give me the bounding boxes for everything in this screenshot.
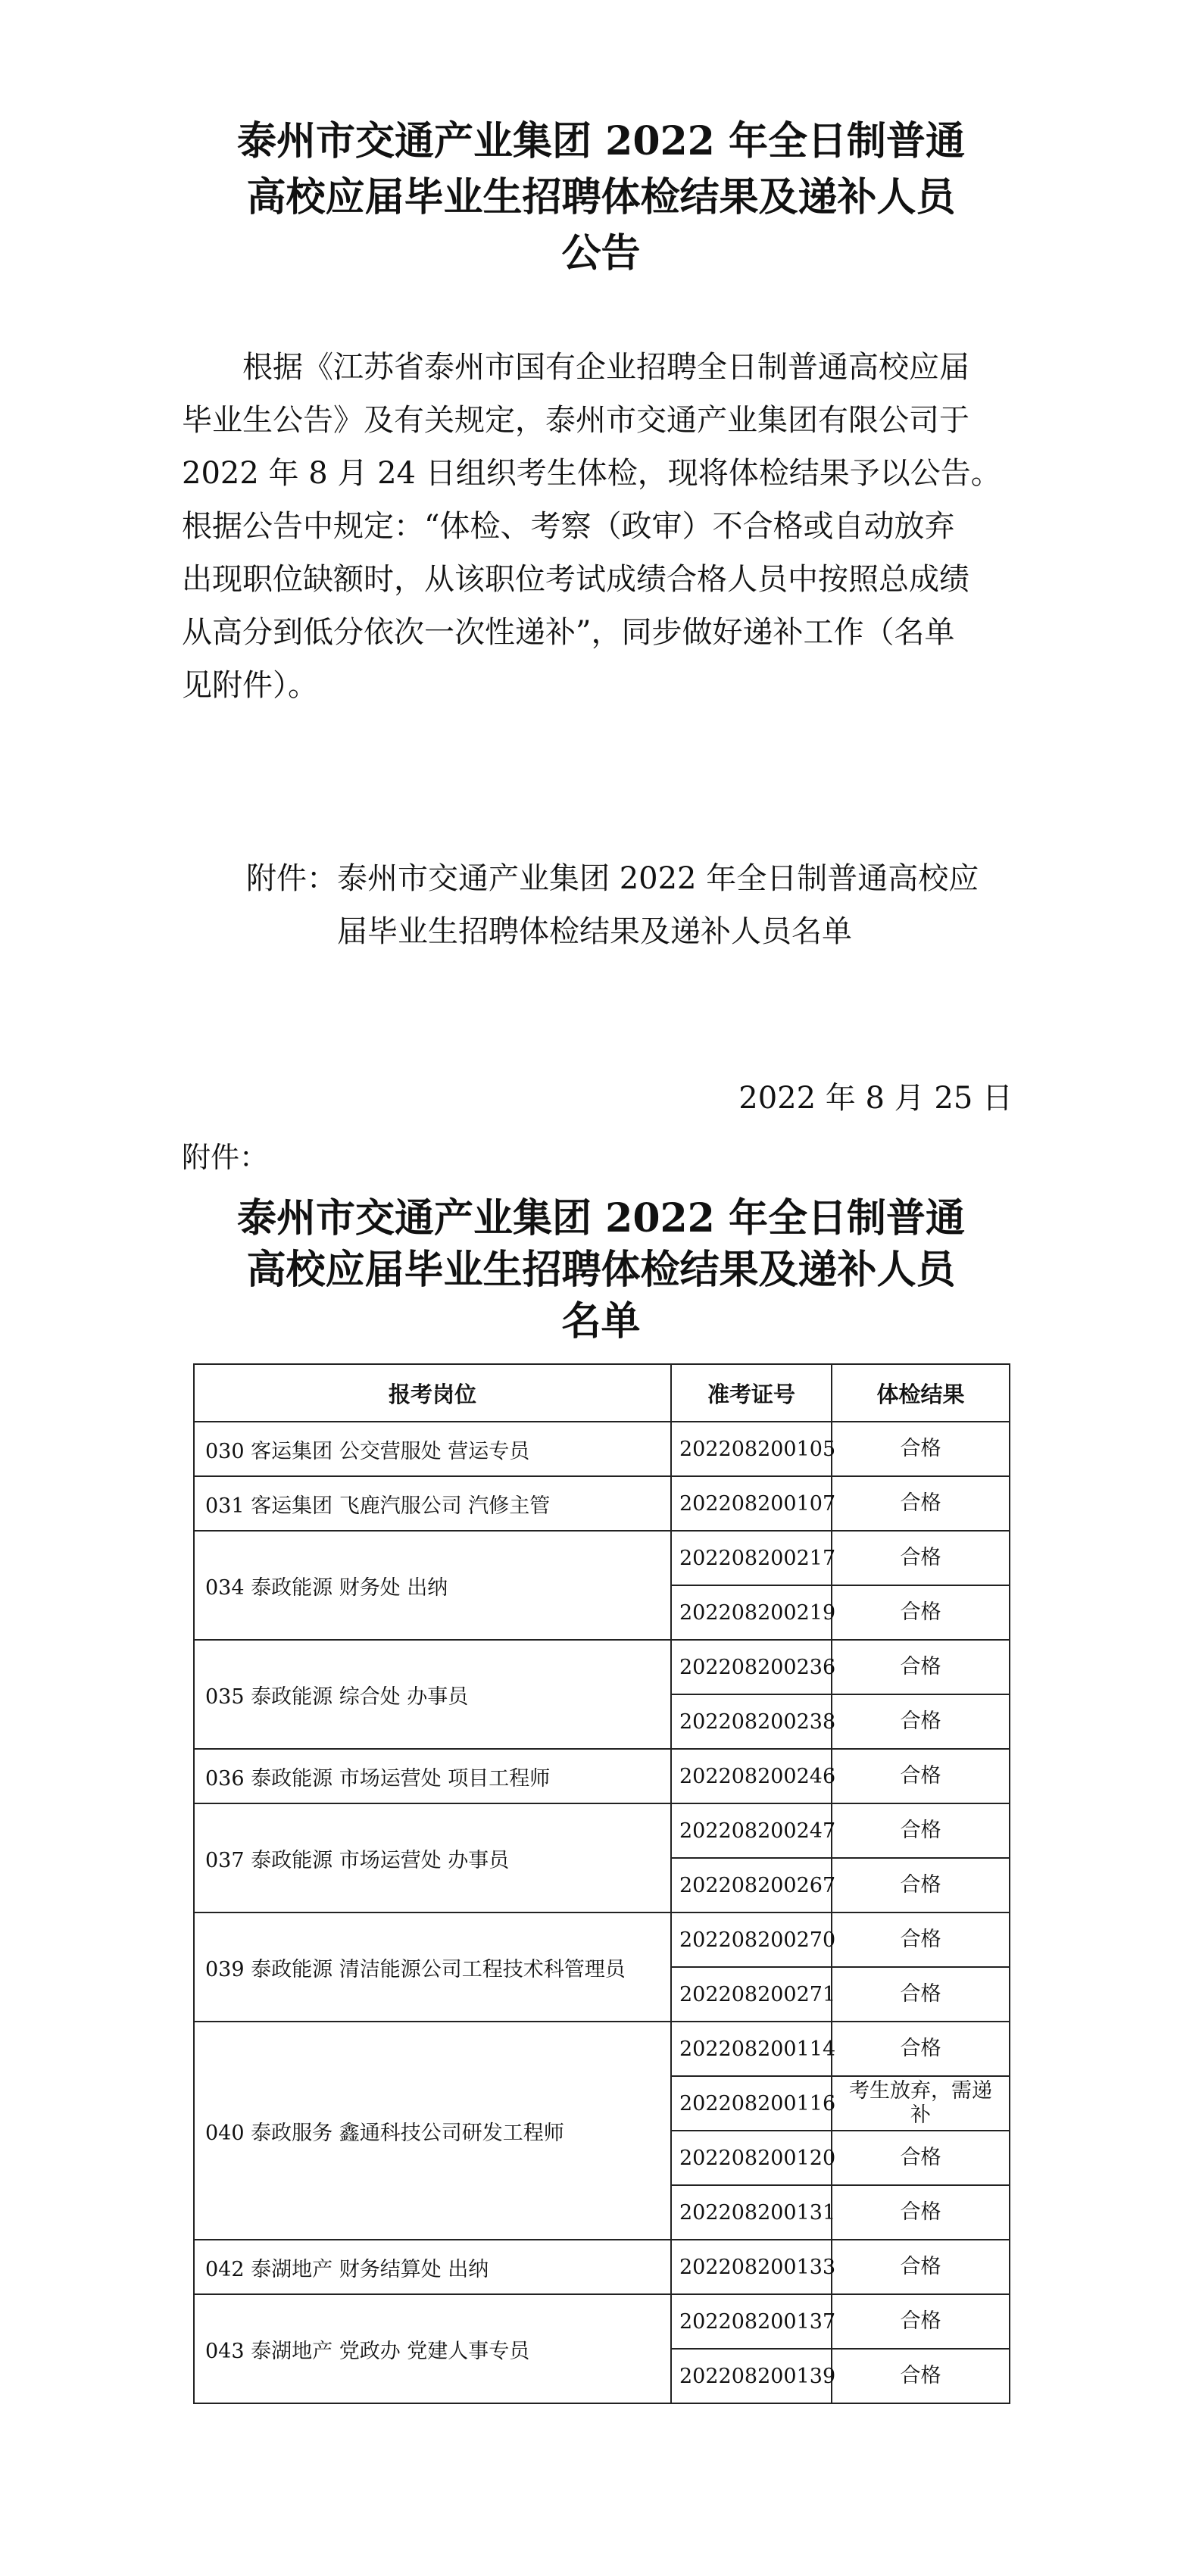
table-row [194,1803,1010,1858]
table-row [194,1476,1010,1531]
exam-number-cell: 202208200246 [671,1749,832,1803]
result-cell: 合格 [832,1694,1010,1749]
post-cell: 035 泰政能源 综合处 办事员 [194,1640,671,1749]
list-title-line: 名单 [561,1298,641,1344]
result-cell: 合格 [832,2185,1010,2240]
exam-number-cell: 202208200267 [671,1858,832,1912]
result-cell: 合格 [832,2294,1010,2349]
announcement-date: 2022 年 8 月 25 日 [738,1081,1013,1116]
exam-number-cell: 202208200133 [671,2240,832,2294]
exam-number-cell: 202208200247 [671,1803,832,1858]
attachment-line: 届毕业生招聘体检结果及递补人员名单 [337,914,852,949]
title-line: 高校应届毕业生招聘体检结果及递补人员 [246,174,956,220]
exam-number-cell: 202208200238 [671,1694,832,1749]
header-post: 报考岗位 [194,1364,671,1422]
list-title [174,1193,1028,1347]
exam-number-cell: 202208200107 [671,1476,832,1531]
result-cell: 合格 [832,1531,1010,1585]
table-row [194,1531,1010,1585]
result-cell: 合格 [832,2240,1010,2294]
body-line: 2022 年 8 月 24 日组织考生体检，现将体检结果予以公告。 [182,456,1001,491]
post-cell: 040 泰政服务 鑫通科技公司研发工程师 [194,2022,671,2240]
result-cell: 考生放弃，需递补 [832,2076,1010,2131]
result-cell: 合格 [832,1967,1010,2022]
result-cell: 合格 [832,2022,1010,2076]
exam-number-cell: 202208200137 [671,2294,832,2349]
exam-number-cell: 202208200271 [671,1967,832,2022]
body-line: 毕业生公告》及有关规定，泰州市交通产业集团有限公司于 [182,403,969,438]
exam-number-cell: 202208200114 [671,2022,832,2076]
body-line: 见附件）。 [182,668,318,703]
results-body [194,1422,1010,2403]
result-cell: 合格 [832,2131,1010,2185]
body-line: 根据公告中规定：“体检、考察（政审）不合格或自动放弃 [182,509,955,544]
body-line: 根据《江苏省泰州市国有企业招聘全日制普通高校应届 [242,350,969,385]
post-cell: 042 泰湖地产 财务结算处 出纳 [194,2240,671,2294]
exam-number-cell: 202208200236 [671,1640,832,1694]
header-result: 体检结果 [832,1364,1010,1422]
result-cell: 合格 [832,1749,1010,1803]
results-table [193,1363,1010,2404]
result-cell: 合格 [832,1422,1010,1476]
list-title-line: 泰州市交通产业集团 2022 年全日制普通 [237,1195,965,1241]
table-row [194,2022,1010,2076]
post-cell: 039 泰政能源 清洁能源公司工程技术科管理员 [194,1912,671,2022]
list-title-line: 高校应届毕业生招聘体检结果及递补人员 [246,1247,956,1293]
body-line: 出现职位缺额时，从该职位考试成绩合格人员中按照总成绩 [182,562,969,597]
title-line: 泰州市交通产业集团 2022 年全日制普通 [237,118,965,164]
title-line: 公告 [561,230,641,276]
result-cell: 合格 [832,1476,1010,1531]
table-row [194,2240,1010,2294]
post-cell: 036 泰政能源 市场运营处 项目工程师 [194,1749,671,1803]
result-cell: 合格 [832,1803,1010,1858]
annex-label: 附件： [182,1141,269,1174]
exam-number-cell: 202208200270 [671,1912,832,1967]
post-cell: 031 客运集团 飞鹿汽服公司 汽修主管 [194,1476,671,1531]
table-row [194,2294,1010,2349]
result-cell: 合格 [832,1585,1010,1640]
announcement-title [174,114,1028,282]
table-row [194,1912,1010,1967]
exam-number-cell: 202208200131 [671,2185,832,2240]
exam-number-cell: 202208200219 [671,1585,832,1640]
exam-number-cell: 202208200116 [671,2076,832,2131]
body-line: 从高分到低分依次一次性递补”，同步做好递补工作（名单 [182,615,955,650]
exam-number-cell: 202208200139 [671,2349,832,2403]
result-cell: 合格 [832,1912,1010,1967]
post-cell: 043 泰湖地产 党政办 党建人事专员 [194,2294,671,2403]
table-row [194,1640,1010,1694]
exam-number-cell: 202208200217 [671,1531,832,1585]
attachment-line: 附件：泰州市交通产业集团 2022 年全日制普通高校应 [246,861,979,896]
exam-number-cell: 202208200105 [671,1422,832,1476]
table-header-row [194,1364,1010,1422]
post-cell: 037 泰政能源 市场运营处 办事员 [194,1803,671,1912]
exam-number-cell: 202208200120 [671,2131,832,2185]
header-exam-number: 准考证号 [671,1364,832,1422]
result-cell: 合格 [832,1640,1010,1694]
table-row [194,1749,1010,1803]
result-cell: 合格 [832,2349,1010,2403]
announcement-body [182,341,1015,712]
post-cell: 030 客运集团 公交营服处 营运专员 [194,1422,671,1476]
table-row [194,1422,1010,1476]
post-cell: 034 泰政能源 财务处 出纳 [194,1531,671,1640]
attachment-note [246,852,979,958]
result-cell: 合格 [832,1858,1010,1912]
